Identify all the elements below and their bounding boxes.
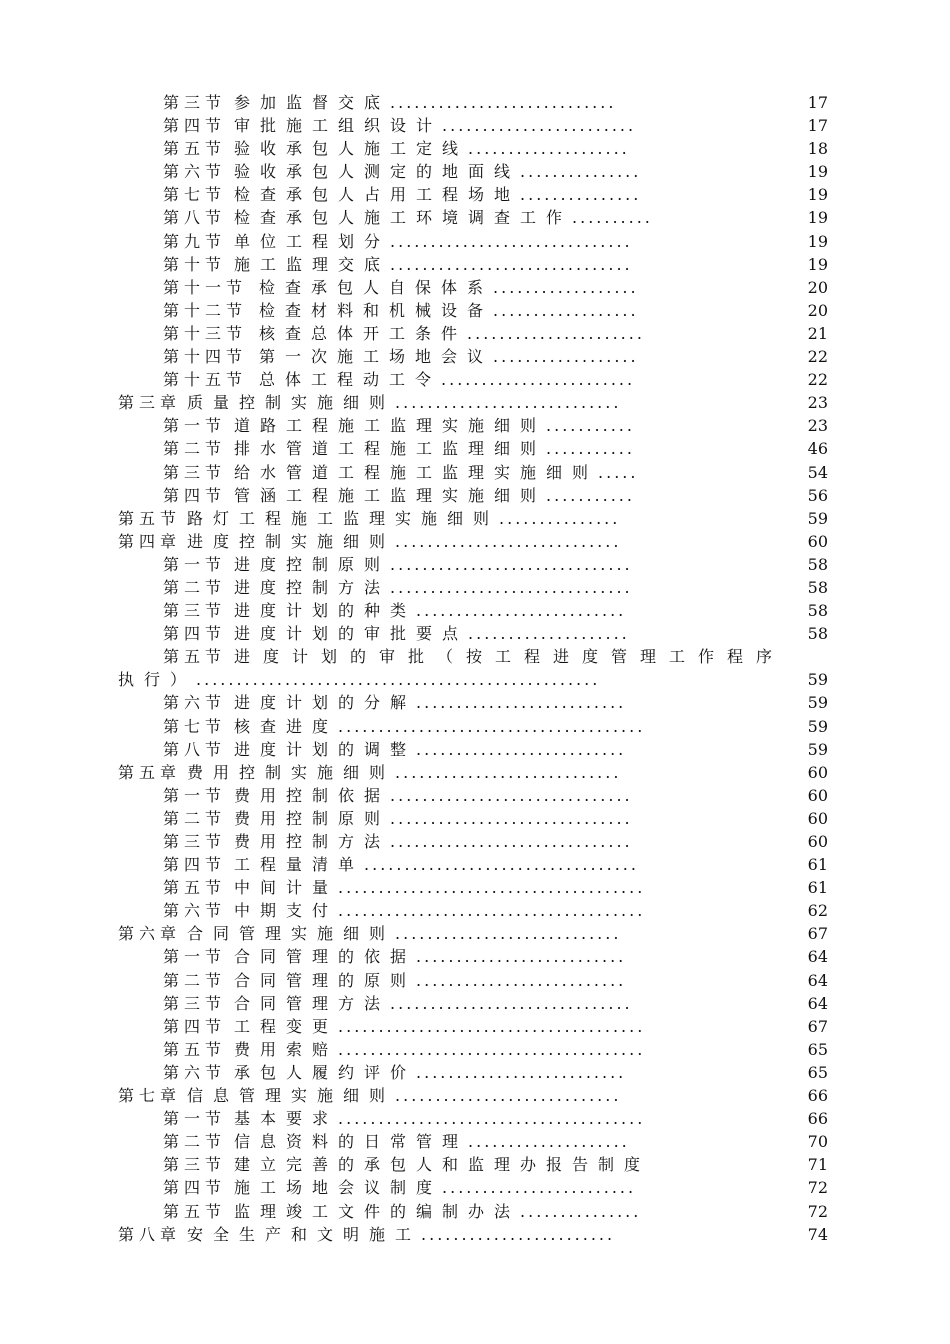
toc-page-number: 20 (807, 300, 828, 320)
toc-page-number: 19 (807, 231, 828, 251)
toc-page-number: 22 (807, 347, 828, 367)
toc-section-entry[interactable] (118, 969, 828, 992)
toc-entry-title: 第一次施工场地会议 (259, 347, 494, 367)
toc-leader-dots: .................. (493, 347, 639, 367)
toc-entry-title: 合同管理方法 (234, 993, 391, 1013)
toc-section-entry[interactable] (118, 992, 828, 1015)
toc-entry-label: 第十一节 (163, 277, 248, 297)
toc-leader-dots: ............................ (395, 762, 622, 782)
toc-entry-label: 第五节 (163, 1201, 227, 1221)
toc-entry-title: 进度计划的分解 (234, 693, 417, 713)
toc-entry-title: 总体工程动工令 (259, 370, 442, 390)
toc-leader-dots: ............................ (395, 924, 622, 944)
toc-entry-title: 施工场地会议制度 (234, 1178, 443, 1198)
toc-leader-dots: .............................. (390, 231, 633, 251)
toc-page-number: 20 (807, 277, 828, 297)
toc-page-number: 71 (807, 1155, 828, 1175)
toc-entry-title: 排水管道工程施工监理细则 (234, 439, 547, 459)
toc-entry-label: 第一节 (163, 416, 227, 436)
toc-entry-label: 第七节 (163, 185, 227, 205)
toc-section-entry[interactable] (118, 1061, 828, 1084)
toc-page-number: 17 (807, 116, 828, 136)
toc-section-entry[interactable] (118, 461, 828, 484)
toc-leader-dots: .................................. (364, 855, 639, 875)
toc-entry-title: 核查总体开工条件 (259, 323, 468, 343)
toc-entry-label: 第一节 (163, 554, 227, 574)
toc-entry-label: 第六节 (163, 693, 227, 713)
toc-section-entry[interactable] (118, 738, 828, 761)
toc-entry-label: 第二节 (163, 808, 227, 828)
toc-entry-label: 第三节 (163, 993, 227, 1013)
toc-entry-title: 审批施工组织设计 (234, 116, 443, 136)
toc-entry-label: 第五节 (163, 139, 227, 159)
toc-page-number: 59 (807, 716, 828, 736)
toc-entry-label: 第九节 (163, 231, 227, 251)
toc-leader-dots: .......................... (416, 601, 627, 621)
toc-leader-dots: ........... (546, 485, 635, 505)
toc-section-entry[interactable] (118, 645, 828, 668)
toc-entry-title: 工程变更 (234, 1016, 339, 1036)
toc-page-number: 59 (807, 670, 828, 690)
toc-entry-title: 信息管理实施细则 (187, 1086, 396, 1106)
toc-section-entry[interactable] (118, 1200, 828, 1223)
toc-page-number: 54 (807, 462, 828, 482)
toc-entry-label: 第三节 (163, 832, 227, 851)
toc-entry-label: 第六章 (118, 924, 182, 944)
toc-leader-dots: ........................ (441, 370, 636, 390)
toc-page-number: 67 (807, 1016, 828, 1036)
toc-leader-dots: .......................... (416, 947, 627, 967)
toc-page-number: 64 (807, 947, 828, 967)
toc-page-number: 19 (807, 254, 828, 274)
toc-entry-label: 第三节 (163, 93, 227, 112)
toc-leader-dots: .................... (468, 139, 630, 159)
toc-leader-dots: ...................................... (338, 901, 646, 921)
toc-entry-title: 安全生产和文明施工 (187, 1224, 422, 1244)
toc-entry-label: 第三节 (163, 601, 227, 621)
toc-entry-title: 建立完善的承包人和监理办报告制度 (234, 1155, 651, 1175)
toc-section-entry[interactable] (118, 91, 828, 114)
toc-entry-title: 中间计量 (234, 878, 339, 898)
toc-entry-label: 第十二节 (163, 300, 248, 320)
toc-entry-title: 承包人履约评价 (234, 1062, 417, 1082)
toc-page-number: 58 (807, 601, 828, 621)
toc-entry-label: 第五节 (163, 647, 227, 667)
toc-entry-label: 第六节 (163, 162, 227, 182)
toc-page-number: 19 (807, 185, 828, 205)
toc-leader-dots: .............................. (390, 554, 633, 574)
toc-entry-title: 检查材料和机械设备 (259, 300, 494, 320)
toc-entry-title: 检查承包人自保体系 (259, 277, 494, 297)
toc-section-entry[interactable] (118, 1130, 828, 1153)
toc-entry-title: 合同管理的依据 (234, 947, 417, 967)
toc-section-entry[interactable] (118, 1153, 828, 1176)
toc-entry-label: 第八节 (163, 739, 227, 759)
toc-section-entry[interactable] (118, 668, 828, 691)
toc-section-entry[interactable] (118, 553, 828, 576)
toc-entry-label: 第五章 (118, 762, 182, 782)
toc-section-entry[interactable] (118, 784, 828, 807)
toc-entry-label: 第五节 (163, 1039, 227, 1059)
toc-entry-title: 中期支付 (234, 901, 339, 921)
toc-section-entry[interactable] (118, 137, 828, 160)
toc-entry-title: 监理竣工文件的编制办法 (234, 1201, 521, 1221)
toc-entry-title: 管涵工程施工监理实施细则 (234, 485, 547, 505)
toc-page-number: 64 (807, 970, 828, 990)
toc-leader-dots: .............................. (390, 577, 633, 597)
toc-leader-dots: ............... (499, 508, 621, 528)
toc-entry-label: 第七章 (118, 1086, 182, 1106)
toc-leader-dots: ............................ (395, 393, 622, 413)
toc-page-number: 59 (807, 739, 828, 759)
toc-entry-label: 第二节 (163, 439, 227, 459)
toc-leader-dots: .......................... (416, 970, 627, 990)
toc-leader-dots: ........... (546, 416, 635, 436)
toc-entry-title: 进度计划的种类 (234, 601, 417, 621)
toc-entry-title: 进度控制方法 (234, 577, 391, 597)
toc-entry-label: 第十节 (163, 254, 227, 274)
toc-page-number: 60 (807, 832, 828, 851)
toc-entry-label: 第四节 (163, 485, 227, 505)
toc-leader-dots: ........................ (442, 1178, 637, 1198)
toc-entry-title: 进度计划的审批要点 (234, 624, 469, 644)
toc-leader-dots: ............................ (395, 531, 622, 551)
toc-section-entry[interactable] (118, 1107, 828, 1130)
toc-entry-label: 第二节 (163, 577, 227, 597)
toc-leader-dots: ...................................... (338, 878, 646, 898)
toc-section-entry[interactable] (118, 1176, 828, 1199)
toc-leader-dots: ..... (598, 462, 639, 482)
toc-entry-title: 合同管理实施细则 (187, 924, 396, 944)
toc-page-number: 65 (807, 1062, 828, 1082)
toc-entry-title: 检查承包人占用工程场地 (234, 185, 521, 205)
toc-entry-title: 基本要求 (234, 1109, 339, 1129)
toc-entry-title: 检查承包人施工环境调查工作 (234, 208, 573, 228)
toc-entry-label: 第三节 (163, 1155, 227, 1175)
toc-entry-title: 核查进度 (234, 716, 339, 736)
toc-leader-dots: .............................. (390, 808, 633, 828)
toc-entry-title: 费用控制方法 (234, 832, 391, 851)
toc-entry-label: 第七节 (163, 716, 227, 736)
toc-leader-dots: ............................ (395, 1086, 622, 1106)
toc-entry-title: 进度计划的调整 (234, 739, 417, 759)
toc-page-number: 60 (807, 808, 828, 828)
toc-section-entry[interactable] (118, 114, 828, 137)
toc-entry-title: 道路工程施工监理实施细则 (234, 416, 547, 436)
toc-entry-title: 单位工程划分 (234, 231, 391, 251)
toc-entry-title: 路灯工程施工监理实施细则 (187, 508, 500, 528)
toc-entry-title: 费用控制原则 (234, 808, 391, 828)
toc-section-entry[interactable] (118, 484, 828, 507)
toc-entry-label: 第四节 (163, 624, 227, 644)
toc-entry-label: 第四节 (163, 1016, 227, 1036)
toc-section-entry[interactable] (118, 945, 828, 968)
toc-entry-title: 验收承包人测定的地面线 (234, 162, 521, 182)
toc-entry-label: 第四章 (118, 531, 182, 551)
toc-page-number: 61 (807, 855, 828, 875)
toc-chapter-entry[interactable] (118, 1084, 828, 1107)
toc-page-number: 59 (807, 693, 828, 713)
toc-leader-dots: ...................................... (338, 1039, 646, 1059)
toc-section-entry[interactable] (118, 622, 828, 645)
toc-entry-label: 第四节 (163, 1178, 227, 1198)
toc-page-number: 60 (807, 762, 828, 782)
toc-leader-dots: ............... (520, 162, 642, 182)
toc-entry-title: 费用控制实施细则 (187, 762, 396, 782)
toc-page-number: 58 (807, 554, 828, 574)
toc-leader-dots: .......................... (416, 739, 627, 759)
toc-entry-title: 进度控制实施细则 (187, 531, 396, 551)
table-of-contents (118, 91, 828, 1246)
toc-entry-label: 第十四节 (163, 347, 248, 367)
toc-page-number: 23 (807, 416, 828, 436)
toc-section-entry[interactable] (118, 599, 828, 622)
toc-entry-title: 执行） (118, 670, 197, 690)
toc-entry-title: 合同管理的原则 (234, 970, 417, 990)
toc-entry-label: 第二节 (163, 970, 227, 990)
toc-leader-dots: .......... (572, 208, 653, 228)
toc-leader-dots: ........................ (421, 1224, 616, 1244)
toc-entry-title: 进度计划的审批（按工程进度管理工作程序 (234, 647, 786, 667)
toc-page-number: 66 (807, 1109, 828, 1129)
toc-leader-dots: .............................. (390, 254, 633, 274)
toc-chapter-entry[interactable] (118, 1223, 828, 1246)
toc-entry-title: 施工监理交底 (234, 254, 391, 274)
toc-page-number: 60 (807, 531, 828, 551)
toc-section-entry[interactable] (118, 1015, 828, 1038)
toc-leader-dots: ...................... (467, 323, 645, 343)
toc-leader-dots: ............... (520, 1201, 642, 1221)
toc-leader-dots: .................... (468, 1132, 630, 1152)
toc-entry-label: 第三节 (163, 462, 227, 482)
toc-page-number: 59 (807, 508, 828, 528)
toc-section-entry[interactable] (118, 576, 828, 599)
toc-leader-dots: .................. (493, 277, 639, 297)
toc-section-entry[interactable] (118, 276, 828, 299)
toc-entry-title: 信息资料的日常管理 (234, 1132, 469, 1152)
toc-entry-label: 第八章 (118, 1224, 182, 1244)
toc-leader-dots: ...................................... (338, 716, 646, 736)
toc-entry-title: 进度控制原则 (234, 554, 391, 574)
toc-entry-label: 第一节 (163, 947, 227, 967)
toc-leader-dots: .......................... (416, 693, 627, 713)
toc-leader-dots: .............................. (390, 993, 633, 1013)
toc-page-number: 17 (807, 93, 828, 112)
toc-entry-label: 第一节 (163, 785, 227, 805)
toc-page-number: 74 (807, 1224, 828, 1244)
toc-entry-label: 第十三节 (163, 323, 248, 343)
toc-section-entry[interactable] (118, 715, 828, 738)
toc-section-entry[interactable] (118, 437, 828, 460)
toc-leader-dots: .......................... (416, 1062, 627, 1082)
toc-entry-label: 第八节 (163, 208, 227, 228)
toc-page-number: 60 (807, 785, 828, 805)
toc-section-entry[interactable] (118, 853, 828, 876)
toc-section-entry[interactable] (118, 807, 828, 830)
toc-section-entry[interactable] (118, 253, 828, 276)
toc-page-number: 72 (807, 1178, 828, 1198)
toc-page-number: 70 (807, 1132, 828, 1152)
toc-page-number: 66 (807, 1086, 828, 1106)
toc-section-entry[interactable] (118, 183, 828, 206)
toc-chapter-entry[interactable] (118, 391, 828, 414)
toc-section-entry[interactable] (118, 691, 828, 714)
toc-entry-title: 工程量清单 (234, 855, 365, 875)
toc-page-number: 67 (807, 924, 828, 944)
toc-leader-dots: ........... (546, 439, 635, 459)
toc-leader-dots: ...................................... (338, 1016, 646, 1036)
toc-section-entry[interactable] (118, 414, 828, 437)
toc-page-number: 21 (807, 323, 828, 343)
toc-section-entry[interactable] (118, 876, 828, 899)
toc-leader-dots: ...................................... (338, 1109, 646, 1129)
toc-entry-title: 参加监督交底 (234, 93, 391, 112)
toc-page-number: 72 (807, 1201, 828, 1221)
toc-entry-title: 费用控制依据 (234, 785, 391, 805)
toc-page-number: 46 (807, 439, 828, 459)
toc-page-number: 61 (807, 878, 828, 898)
toc-leader-dots: ........................ (442, 116, 637, 136)
toc-entry-label: 第六节 (163, 901, 227, 921)
toc-leader-dots: .............................. (390, 785, 633, 805)
toc-section-entry[interactable] (118, 322, 828, 345)
toc-entry-title: 费用索赔 (234, 1039, 339, 1059)
toc-page-number: 23 (807, 393, 828, 413)
toc-page-number: 65 (807, 1039, 828, 1059)
toc-section-entry[interactable] (118, 230, 828, 253)
toc-entry-label: 第一节 (163, 1109, 227, 1129)
toc-leader-dots: .................. (493, 300, 639, 320)
toc-leader-dots: ............................ (390, 93, 617, 112)
toc-page-number: 62 (807, 901, 828, 921)
toc-page-number: 22 (807, 370, 828, 390)
toc-page-number: 56 (807, 485, 828, 505)
toc-section-entry[interactable] (118, 830, 828, 853)
toc-entry-label: 第六节 (163, 1062, 227, 1082)
toc-entry-label: 第四节 (163, 855, 227, 875)
toc-entry-label: 第十五节 (163, 370, 248, 390)
toc-chapter-entry[interactable] (118, 922, 828, 945)
toc-section-entry[interactable] (118, 160, 828, 183)
toc-page-number: 58 (807, 624, 828, 644)
toc-section-entry[interactable] (118, 206, 828, 229)
toc-chapter-entry[interactable] (118, 507, 828, 530)
toc-entry-label: 第二节 (163, 1132, 227, 1152)
toc-leader-dots: .................................................. (196, 670, 601, 690)
toc-section-entry[interactable] (118, 1038, 828, 1061)
toc-entry-label: 第三章 (118, 393, 182, 413)
toc-page-number: 18 (807, 139, 828, 159)
toc-entry-label: 第四节 (163, 116, 227, 136)
toc-section-entry[interactable] (118, 345, 828, 368)
toc-entry-label: 第五节 (163, 878, 227, 898)
toc-page-number: 64 (807, 993, 828, 1013)
toc-page-number: 19 (807, 208, 828, 228)
toc-leader-dots: ............... (520, 185, 642, 205)
toc-entry-label: 第五节 (118, 508, 182, 528)
toc-section-entry[interactable] (118, 368, 828, 391)
toc-leader-dots: .................... (468, 624, 630, 644)
toc-section-entry[interactable] (118, 899, 828, 922)
toc-entry-title: 给水管道工程施工监理实施细则 (234, 462, 599, 482)
toc-leader-dots: .............................. (390, 832, 633, 851)
toc-section-entry[interactable] (118, 299, 828, 322)
toc-entry-title: 质量控制实施细则 (187, 393, 396, 413)
toc-entry-title: 验收承包人施工定线 (234, 139, 469, 159)
toc-chapter-entry[interactable] (118, 761, 828, 784)
toc-page-number: 58 (807, 577, 828, 597)
toc-chapter-entry[interactable] (118, 530, 828, 553)
toc-page-number: 19 (807, 162, 828, 182)
